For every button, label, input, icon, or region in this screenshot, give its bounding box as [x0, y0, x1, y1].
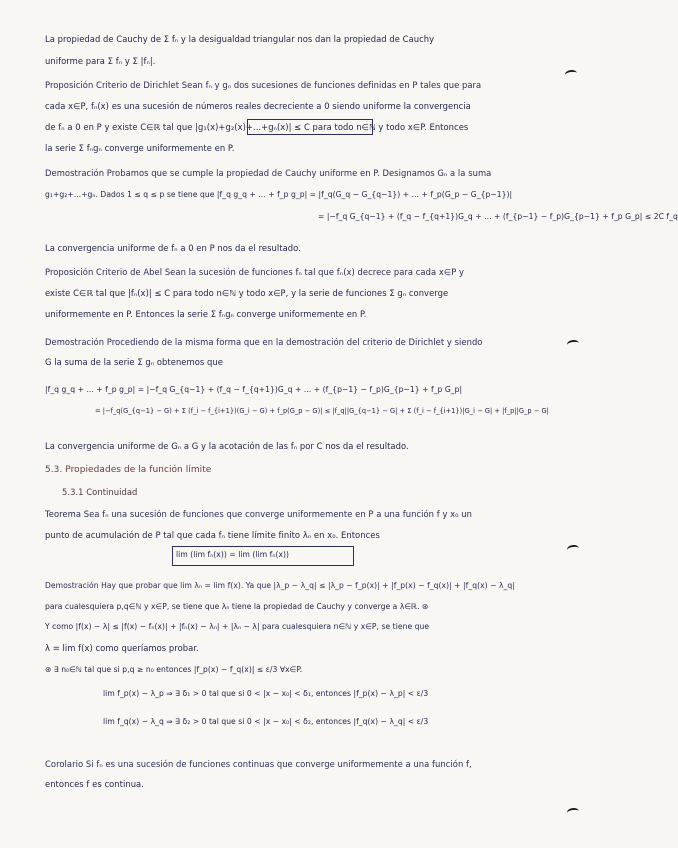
equation-line: |f_q g_q + ... + f_p g_p| = |−f_q G_{q−1} + (f_q − f_{q+1})G_q + ... + (f_{p−1} − f_p)G_{p−1} + f_p G_p|	[45, 385, 463, 394]
text-line: uniforme para Σ fₙ y Σ |fₙ|.	[45, 56, 156, 66]
text-line: G la suma de la serie Σ gₙ obtenemos que	[45, 357, 223, 367]
text-line: La propiedad de Cauchy de Σ fₙ y la desigualdad triangular nos dan la propiedad de Cauchy	[45, 34, 435, 44]
binder-hole-mark	[567, 339, 580, 349]
binder-hole-mark	[567, 544, 580, 554]
text-line: La convergencia uniforme de fₙ a 0 en P nos da el resultado.	[45, 243, 301, 253]
theorem-heading: Teorema Sea fₙ una sucesión de funciones que converge uniformemente en P a una función f y x₀ un	[45, 509, 473, 519]
corollary-heading: Corolario Si fₙ es una sucesión de funciones continuas que converge uniformemente a una función f,	[45, 759, 472, 769]
text-line: punto de acumulación de P tal que cada fₙ tiene límite finito λₙ en x₀. Entonces	[45, 530, 380, 540]
footnote-line: lim f_q(x) − λ_q ⇒ ∃ δ₂ > 0 tal que si 0 < |x − x₀| < δ₂, entonces |f_q(x) − λ_q| < ε/3	[103, 717, 429, 726]
text-line: entonces f es continua.	[45, 779, 144, 789]
text-line: uniformemente en P. Entonces la serie Σ fₙgₙ converge uniformemente en P.	[45, 309, 367, 319]
text-line: La convergencia uniforme de Gₙ a G y la acotación de las fₙ por C nos da el resultado.	[45, 441, 409, 451]
equation-line: = |−f_q(G_{q−1} − G) + Σ (f_i − f_{i+1})(G_i − G) + f_p(G_p − G)| ≤ |f_q||G_{q−1} − G| + Σ (f_i − f_{i+1})|G_i − G| + |f_p||G_p − G|	[95, 407, 549, 415]
binder-hole-mark	[565, 69, 578, 79]
subsection-title: 5.3.1 Continuidad	[62, 487, 138, 497]
section-title: 5.3. Propiedades de la función límite	[45, 465, 212, 475]
text-line: existe C∈ℝ tal que |fₙ(x)| ≤ C para todo n∈ℕ y todo x∈P, y la serie de funciones Σ gₙ converge	[45, 288, 449, 298]
binder-hole-mark	[567, 807, 580, 817]
proof-heading: Demostración Probamos que se cumple la propiedad de Cauchy uniforme en P. Designamos Gₙ a la suma	[45, 168, 492, 178]
footnote-line: lim f_p(x) − λ_p ⇒ ∃ δ₁ > 0 tal que si 0 < |x − x₀| < δ₁, entonces |f_p(x) − λ_p| < ε/3	[103, 689, 429, 698]
text-line: la serie Σ fₙgₙ converge uniformemente en P.	[45, 143, 235, 153]
proof-heading: Demostración Hay que probar que lim λₙ = lim f(x). Ya que |λ_p − λ_q| ≤ |λ_p − f_p(x)| + |f_p(x) − f_q(x)| + |f_q(x) − λ_q|	[45, 581, 515, 590]
text-line: cada x∈P, fₙ(x) es una sucesión de números reales decreciente a 0 siendo uniforme la convergencia	[45, 101, 471, 111]
text-line: de fₙ a 0 en P y existe C∈ℝ tal que |g₁(x)+g₂(x)+...+gₙ(x)| ≤ C para todo n∈ℕ y todo x∈P. Entonces	[45, 122, 469, 132]
proof-heading: Demostración Procediendo de la misma forma que en la demostración del criterio de Dirichlet y siendo	[45, 337, 483, 347]
text-line: g₁+g₂+...+gₙ. Dados 1 ≤ q ≤ p se tiene que |f_q g_q + ... + f_p g_p| = |f_q(G_q − G_{q−1}) + ... + f_p(G_p − G_{p−1})|	[45, 190, 513, 199]
proposition-heading: Proposición Criterio de Dirichlet Sean fₙ y gₙ dos sucesiones de funciones definidas en P tales que para	[45, 80, 482, 90]
equation-line: = |−f_q G_{q−1} + (f_q − f_{q+1})G_q + ... + (f_{p−1} − f_p)G_{p−1} + f_p G_p| ≤ 2C f_q	[318, 212, 678, 221]
boxed-formula: lim (lim fₙ(x)) = lim (lim fₙ(x))	[176, 550, 290, 559]
text-line: Y como |f(x) − λ| ≤ |f(x) − fₙ(x)| + |fₙ(x) − λₙ| + |λₙ − λ| para cualesquiera n∈ℕ y x∈P, se tiene que	[45, 622, 430, 631]
proposition-heading: Proposición Criterio de Abel Sean la sucesión de funciones fₙ tal que fₙ(x) decrece para cada x∈P y	[45, 267, 465, 277]
text-line: λ = lim f(x) como queríamos probar.	[45, 643, 199, 653]
footnote-line: ⊛ ∃ n₀∈ℕ tal que si p,q ≥ n₀ entonces |f_p(x) − f_q(x)| ≤ ε/3 ∀x∈P.	[45, 665, 303, 674]
text-line: para cualesquiera p,q∈ℕ y x∈P, se tiene que λₙ tiene la propiedad de Cauchy y converge a λ∈ℝ. ⊛	[45, 602, 429, 611]
